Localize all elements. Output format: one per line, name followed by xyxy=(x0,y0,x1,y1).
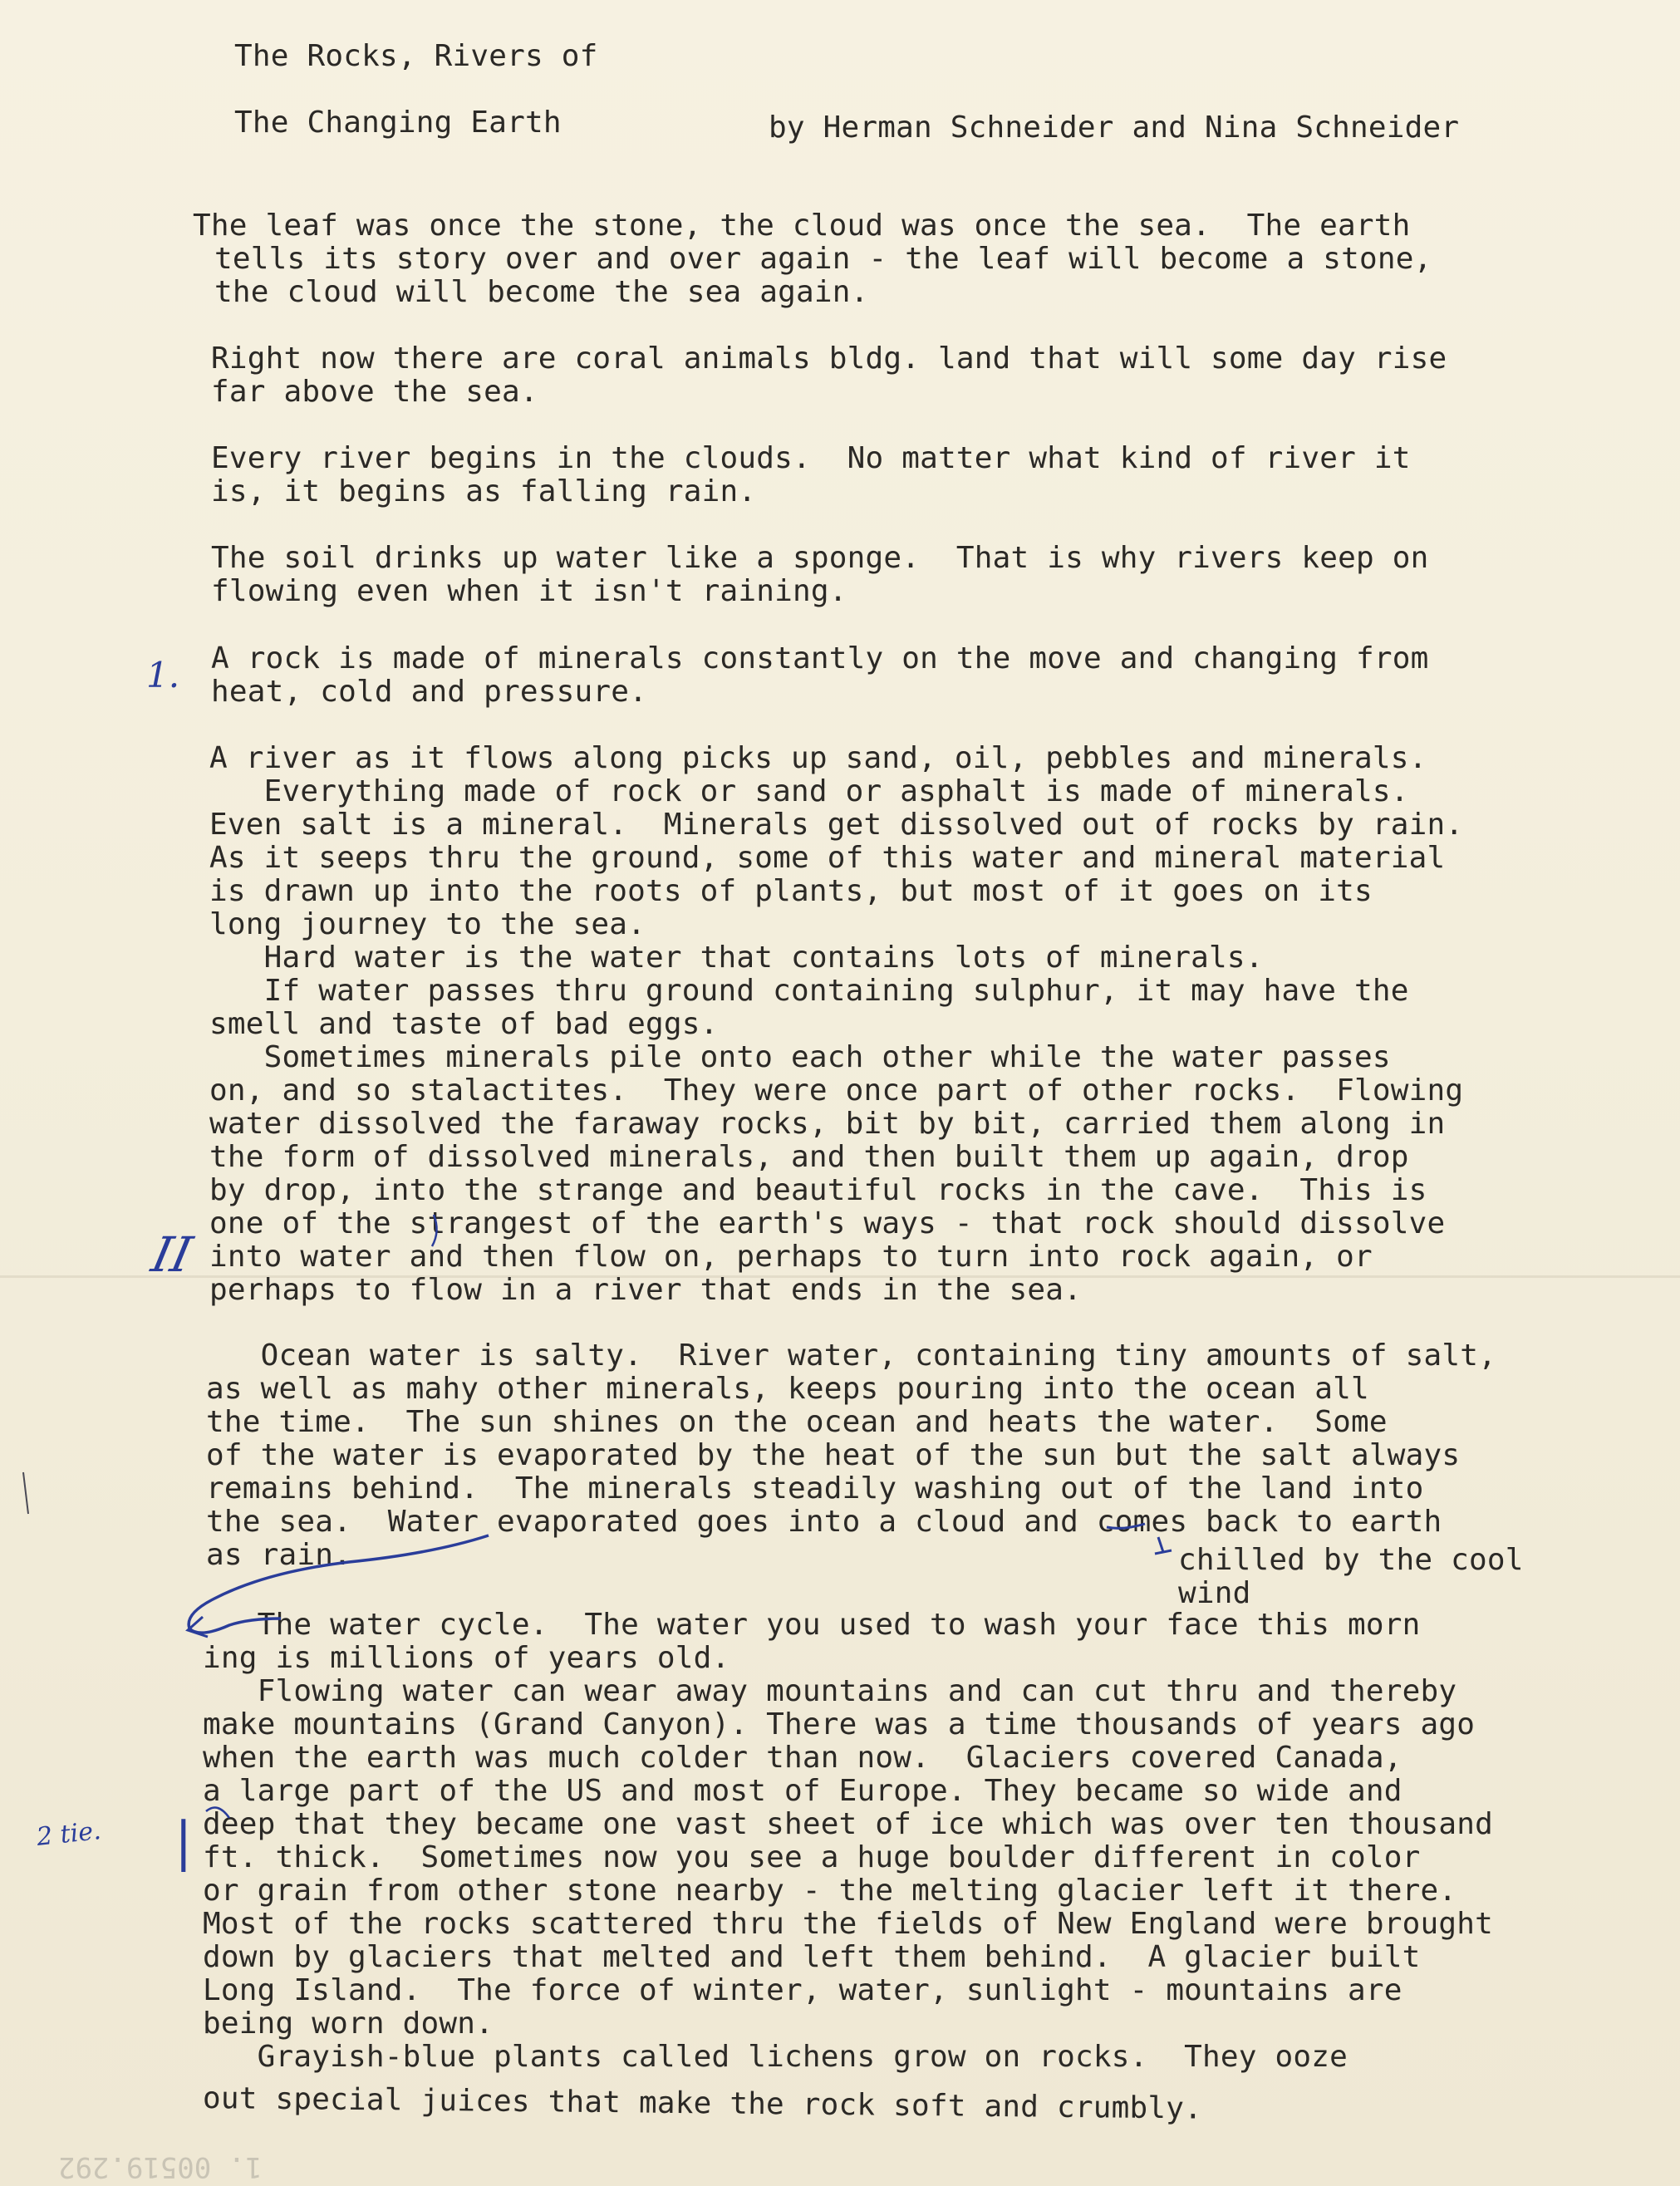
p7-line: as well as mahy other minerals, keeps pouring into the ocean all xyxy=(206,1372,1369,1406)
p6-line: water dissolved the faraway rocks, bit by bit, carried them along in xyxy=(209,1107,1446,1141)
insertion-mark xyxy=(1155,1537,1172,1554)
p2-line: far above the sea. xyxy=(211,375,538,409)
p6-line: on, and so stalactites. They were once part of other rocks. Flowing xyxy=(209,1073,1464,1108)
p8-line: Long Island. The force of winter, water, sunlight - mountains are xyxy=(203,1973,1402,2007)
insert-line: chilled by the cool xyxy=(1178,1543,1524,1577)
p8-line: ing is millions of years old. xyxy=(203,1641,730,1675)
p4-line: The soil drinks up water like a sponge. That is why rivers keep on xyxy=(211,541,1429,575)
p6-line: smell and taste of bad eggs. xyxy=(209,1007,719,1041)
p6-line: Hard water is the water that contains lots of minerals. xyxy=(209,941,1264,975)
p2-line: Right now there are coral animals bldg. land that will some day rise xyxy=(211,341,1447,376)
handwritten-correction xyxy=(432,1215,437,1246)
document-title-line-2: The Changing Earth xyxy=(234,106,562,140)
p8-line: when the earth was much colder than now. Glaciers covered Canada, xyxy=(203,1741,1402,1775)
document-title-line-1: The Rocks, Rivers of xyxy=(234,39,598,73)
p8-line: out special juices that make the rock soft and crumbly. xyxy=(202,2081,1203,2126)
p8-line: a large part of the US and most of Europe. They became so wide and xyxy=(203,1774,1402,1808)
p5-line: heat, cold and pressure. xyxy=(211,675,647,709)
insert-line: wind xyxy=(1178,1576,1251,1610)
p8-line: down by glaciers that melted and left them behind. A glacier built xyxy=(203,1940,1421,1974)
p7-line: of the water is evaporated by the heat of the sun but the salt always xyxy=(206,1438,1461,1472)
p7-line: Ocean water is salty. River water, containing tiny amounts of salt, xyxy=(206,1339,1497,1373)
p8-line: The water cycle. The water you used to wash your face this morn xyxy=(203,1608,1421,1642)
p6-line: Everything made of rock or sand or asphalt is made of minerals. xyxy=(209,774,1409,808)
p6-line: Even salt is a mineral. Minerals get dissolved out of rocks by rain. xyxy=(209,808,1464,842)
margin-note-3: 2 tie. xyxy=(35,1816,103,1852)
p1-line: The leaf was once the stone, the cloud was once the sea. The earth xyxy=(193,209,1411,243)
p6-line: the form of dissolved minerals, and then built them up again, drop xyxy=(209,1140,1409,1174)
p6-line: long journey to the sea. xyxy=(209,907,646,941)
p6-line: by drop, into the strange and beautiful rocks in the cave. This is xyxy=(209,1173,1427,1207)
archive-stamp-number: 1. 00519.292 xyxy=(58,2150,263,2184)
p8-line: Grayish-blue plants called lichens grow on rocks. They ooze xyxy=(203,2040,1348,2074)
margin-note-2: II xyxy=(146,1226,198,1283)
p6-line: Sometimes minerals pile onto each other while the water passes xyxy=(209,1040,1391,1074)
p7-line: remains behind. The minerals steadily washing out of the land into xyxy=(206,1471,1424,1506)
handwritten-correction xyxy=(206,1808,229,1819)
p7-line: as rain. xyxy=(206,1538,351,1572)
p8-line: being worn down. xyxy=(203,2007,494,2041)
p7-line: the time. The sun shines on the ocean and heats the water. Some xyxy=(206,1405,1388,1439)
margin-note-1: 1. xyxy=(146,655,180,695)
p6-line: is drawn up into the roots of plants, but most of it goes on its xyxy=(209,874,1373,908)
p8-line: ft. thick. Sometimes now you see a huge boulder different in color xyxy=(203,1840,1421,1874)
p4-line: flowing even when it isn't raining. xyxy=(211,574,847,608)
p6-line: If water passes thru ground containing sulphur, it may have the xyxy=(209,974,1409,1008)
p1-line: tells its story over and over again - the leaf will become a stone, xyxy=(214,242,1432,276)
p7-line: the sea. Water evaporated goes into a cloud and comes back to earth xyxy=(206,1505,1442,1539)
p6-line: into water and then flow on, perhaps to turn into rock again, or xyxy=(209,1240,1373,1274)
p6-line: one of the strangest of the earth's ways - that rock should dissolve xyxy=(209,1206,1446,1240)
p1-line: the cloud will become the sea again. xyxy=(214,275,869,309)
p8-line: make mountains (Grand Canyon). There was a time thousands of years ago xyxy=(203,1707,1476,1741)
p8-line: Most of the rocks scattered thru the fields of New England were brought xyxy=(203,1907,1494,1941)
p3-line: is, it begins as falling rain. xyxy=(211,474,757,508)
p6-line: perhaps to flow in a river that ends in the sea. xyxy=(209,1273,1082,1307)
p5-line: A rock is made of minerals constantly on the move and changing from xyxy=(211,641,1429,675)
arrow-connector xyxy=(189,1535,489,1633)
p8-line: or grain from other stone nearby - the melting glacier left it there. xyxy=(203,1874,1457,1908)
p6-line: A river as it flows along picks up sand, oil, pebbles and minerals. xyxy=(209,741,1427,775)
margin-note-4: | xyxy=(174,1811,193,1873)
p8-line: Flowing water can wear away mountains and can cut thru and thereby xyxy=(203,1674,1457,1708)
p6-line: As it seeps thru the ground, some of this water and mineral material xyxy=(209,841,1446,875)
p3-line: Every river begins in the clouds. No matter what kind of river it xyxy=(211,441,1411,475)
document-byline: by Herman Schneider and Nina Schneider xyxy=(769,111,1460,145)
margin-tick-mark xyxy=(23,1472,28,1514)
p8-line: deep that they became one vast sheet of ice which was over ten thousand xyxy=(203,1807,1494,1841)
insertion-caret xyxy=(1107,1524,1145,1528)
